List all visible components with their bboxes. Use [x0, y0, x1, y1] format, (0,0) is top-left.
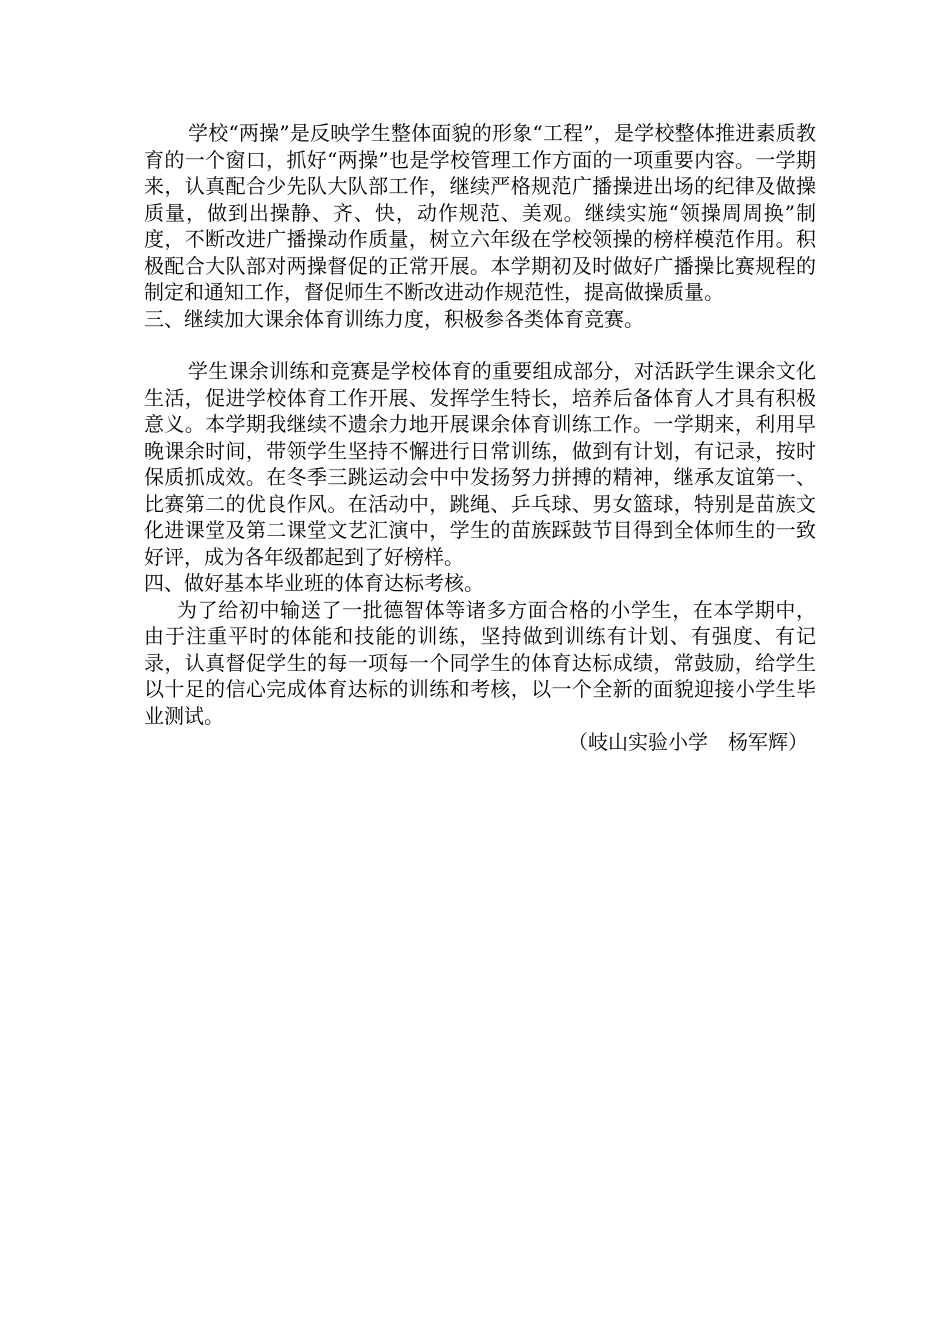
- document-body: [144, 120, 816, 756]
- blank-line: [144, 332, 816, 358]
- paragraph-extracurricular-training: 学生课余训练和竞赛是学校体育的重要组成部分，对活跃学生课余文化生活，促进学校体育工作开展、发挥学生特长，培养后备体育人才具有积极意义。本学期我继续不遗余力地开展课余体育训练工作。一学期来，利用早晚课余时间，带领学生坚持不懈进行日常训练，做到有计划，有记录，按时保质抓成效。在冬季三跳运动会中中发扬努力拼搏的精神，继承友谊第一、比赛第二的优良作风。在活动中，跳绳、乒乓球、男女篮球，特别是苗族文化进课堂及第二课堂文艺汇演中，学生的苗族踩鼓节目得到全体师生的一致好评，成为各年级都起到了好榜样。: [144, 359, 816, 569]
- paragraph-graduation-assessment: 为了给初中输送了一批德智体等诸多方面合格的小学生，在本学期中，由于注重平时的体能和技能的训练，坚持做到训练有计划、有强度、有记录，认真督促学生的每一项每一个同学生的体育达标成绩，常鼓励，给学生以十足的信心完成体育达标的训练和考核，以一个全新的面貌迎接小学生毕业测试。: [144, 597, 816, 728]
- author-signature: （岐山实验小学 杨军辉）: [568, 730, 808, 754]
- section-heading-4: 四、做好基本毕业班的体育达标考核。: [144, 571, 484, 595]
- paragraph-two-exercises: 学校“两操”是反映学生整体面貌的形象“工程”，是学校整体推进素质教育的一个窗口，抓好“两操”也是学校管理工作方面的一项重要内容。一学期来，认真配合少先队大队部工作，继续严格规范广播操进出场的纪律及做操质量，做到出操静、齐、快，动作规范、美观。继续实施“领操周周换”制度，不断改进广播操动作质量，树立六年级在学校领操的榜样模范作用。积极配合大队部对两操督促的正常开展。本学期初及时做好广播操比赛规程的制定和通知工作，督促师生不断改进动作规范性，提高做操质量。: [144, 121, 816, 304]
- section-heading-3: 三、继续加大课余体育训练力度，积极参各类体育竞赛。: [144, 306, 644, 331]
